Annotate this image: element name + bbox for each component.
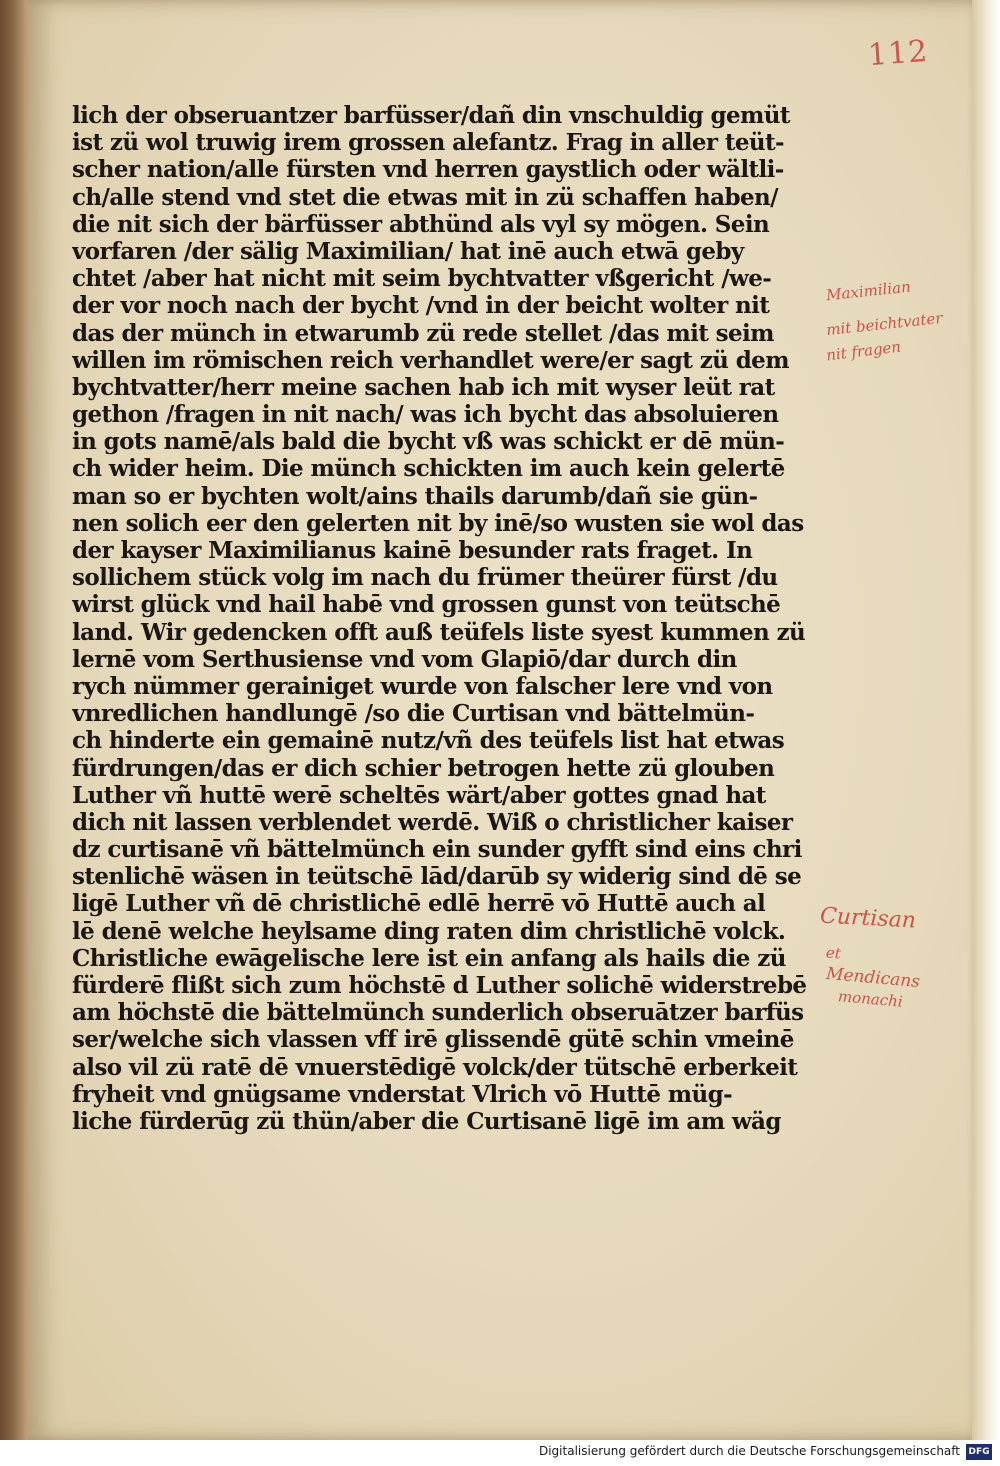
funding-credit: Digitalisierung gefördert durch die Deutsche Forschungsgemeinschaft — [538, 1444, 960, 1458]
text-line: wirst glück vnd hail habē vnd grossen gunst von teütschē — [72, 591, 781, 619]
text-line: fürderē flißt sich zum höchstē d Luther solichē widerstrebē — [72, 972, 807, 999]
text-line: also vil zü ratē dē vnuerstēdigē volck/der tütschē erberkeit — [72, 1053, 798, 1081]
text-line: gethon /fragen in nit nach/ was ich bycht das absoluieren — [72, 401, 779, 429]
footer-bar — [0, 1440, 1000, 1466]
text-line: ligē Luther vñ dē christlichē edlē herrē vō Huttē auch al — [72, 890, 766, 918]
text-line: bychtvatter/herr meine sachen hab ich mit wyser leüt rat — [72, 373, 775, 401]
text-line: der vor noch nach der bycht /vnd in der beicht wolter nit — [72, 292, 770, 320]
margin-note: mit beichtvater — [825, 308, 944, 340]
text-line: fryheit vnd gnügsame vnderstat Vlrich vō Huttē müg- — [72, 1080, 733, 1108]
text-line: nen solich eer den gelerten nit by inē/so wusten sie wol das — [72, 509, 804, 537]
folio-number: 112 — [866, 33, 930, 74]
text-line: Luther vñ huttē werē scheltēs wärt/aber gottes gnad hat — [72, 781, 766, 809]
dfg-logo-icon: DFG — [966, 1444, 992, 1460]
text-line: land. Wir gedencken offt auß teüfels liste syest kummen zü — [72, 618, 806, 646]
page-edge — [972, 0, 1000, 1440]
text-line: am höchstē die bättelmünch sunderlich obseruātzer barfüs — [72, 999, 804, 1027]
text-line: ser/welche sich vlassen vff irē glissendē gütē schin vmeinē — [72, 1026, 794, 1054]
text-line: fürdrungen/das er dich schier betrogen hette zü glouben — [72, 754, 775, 782]
text-line: ch wider heim. Die münch schickten im auch kein gelertē — [72, 455, 785, 483]
text-line: ch/alle stend vnd stet die etwas mit in zü schaffen haben/ — [72, 183, 778, 211]
text-line: dich nit lassen verblendet werdē. Wiß o christlicher kaiser — [72, 808, 793, 836]
margin-note: Maximilian — [825, 277, 912, 305]
text-line: Christliche ewāgelische lere ist ein anfang als hails die zü — [72, 944, 786, 972]
text-line: der kayser Maximilianus kainē besunder rats fraget. In — [72, 537, 753, 564]
text-line: dz curtisanē vñ bättelmünch ein sunder gyfft sind eins chri — [72, 836, 802, 864]
text-line: rych nümmer gerainiget wurde von falscher lere vnd von — [72, 672, 773, 700]
text-line: willen im römischen reich verhandlet were/er sagt zü dem — [72, 346, 789, 374]
text-line: scher nation/alle fürsten vnd herren gaystlich oder wältli- — [72, 156, 784, 184]
text-line: lich der obseruantzer barfüsser/dañ din vnschuldig gemüt — [72, 102, 790, 129]
text-line: sollichem stück volg im nach du frümer theürer fürst /du — [72, 564, 778, 592]
blackletter-text-block — [72, 102, 832, 1135]
text-line: vnredlichen handlungē /so die Curtisan vnd bättelmün- — [72, 700, 755, 728]
text-line: vorfaren /der sälig Maximilian/ hat inē auch etwā geby — [72, 237, 744, 265]
text-line: ist zü wol truwig irem grossen alefantz. Frag in aller teüt- — [72, 129, 784, 157]
margin-note: monachi — [837, 987, 904, 1011]
margin-note: Curtisan — [819, 903, 917, 934]
margin-note: Mendicans — [825, 963, 921, 993]
text-line: die nit sich der bärfüsser abthünd als vyl sy mögen. Sein — [72, 210, 770, 238]
text-line: chtet /aber hat nicht mit seim bychtvatter vßgericht /we- — [72, 265, 772, 293]
text-line: in gots namē/als bald die bycht vß was schickt er dē mün- — [72, 428, 785, 456]
text-line: stenlichē wäsen in teütschē lād/darūb sy widerig sind dē se — [72, 863, 802, 891]
text-line: lē denē welche heylsame ding raten dim christlichē volck. — [72, 917, 786, 945]
text-line: man so er bychten wolt/ains thails darumb/dañ sie gün- — [72, 482, 758, 510]
text-line: ch hinderte ein gemainē nutz/vñ des teüfels list hat etwas — [72, 727, 785, 755]
text-line: das der münch in etwarumb zü rede stellet /das mit seim — [72, 319, 774, 347]
margin-note: nit fragen — [825, 337, 902, 365]
text-line: lernē vom Serthusiense vnd vom Glapiō/dar durch din — [72, 645, 737, 673]
margin-note: et — [825, 943, 842, 963]
text-line: liche fürderūg zü thün/aber die Curtisanē ligē im am wäg — [72, 1107, 781, 1135]
